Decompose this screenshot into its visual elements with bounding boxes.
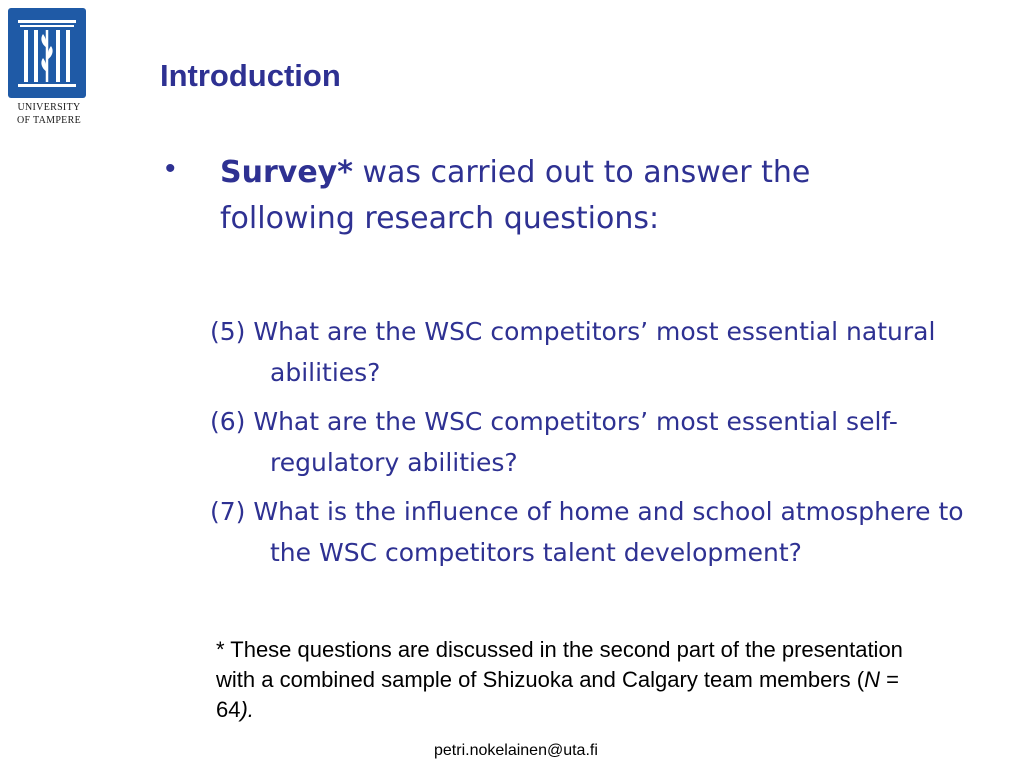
bullet-body-text: was carried out to answer the following research questions:	[220, 155, 811, 236]
footnote-text: * These questions are discussed in the second part of the presentation with a combined sample of Shizuoka and Calgary team members (	[216, 637, 903, 692]
bullet-text	[220, 150, 940, 242]
research-question-6: (6) What are the WSC competitors’ most essential self-regulatory abilities?	[210, 407, 898, 477]
footnote	[216, 635, 916, 725]
footnote-closing: ).	[240, 697, 254, 722]
university-logo	[6, 6, 88, 130]
research-question-5: (5) What are the WSC competitors’ most essential natural abilities?	[210, 317, 936, 387]
logo-text-tampere: OF TAMPERE	[17, 115, 81, 126]
research-question-7: (7) What is the influence of home and school atmosphere to the WSC competitors talent development?	[210, 497, 964, 567]
logo-text-university: UNIVERSITY	[17, 102, 81, 113]
bullet-icon: •	[165, 152, 176, 185]
footnote-n-label: N	[864, 667, 880, 692]
slide-title: Introduction	[160, 58, 341, 93]
university-columns-logo-icon	[8, 8, 86, 98]
footnote-n-value: = 64	[216, 667, 899, 722]
author-email: petri.nokelainen@uta.fi	[434, 742, 598, 759]
bullet-bold-text: Survey*	[220, 155, 353, 190]
